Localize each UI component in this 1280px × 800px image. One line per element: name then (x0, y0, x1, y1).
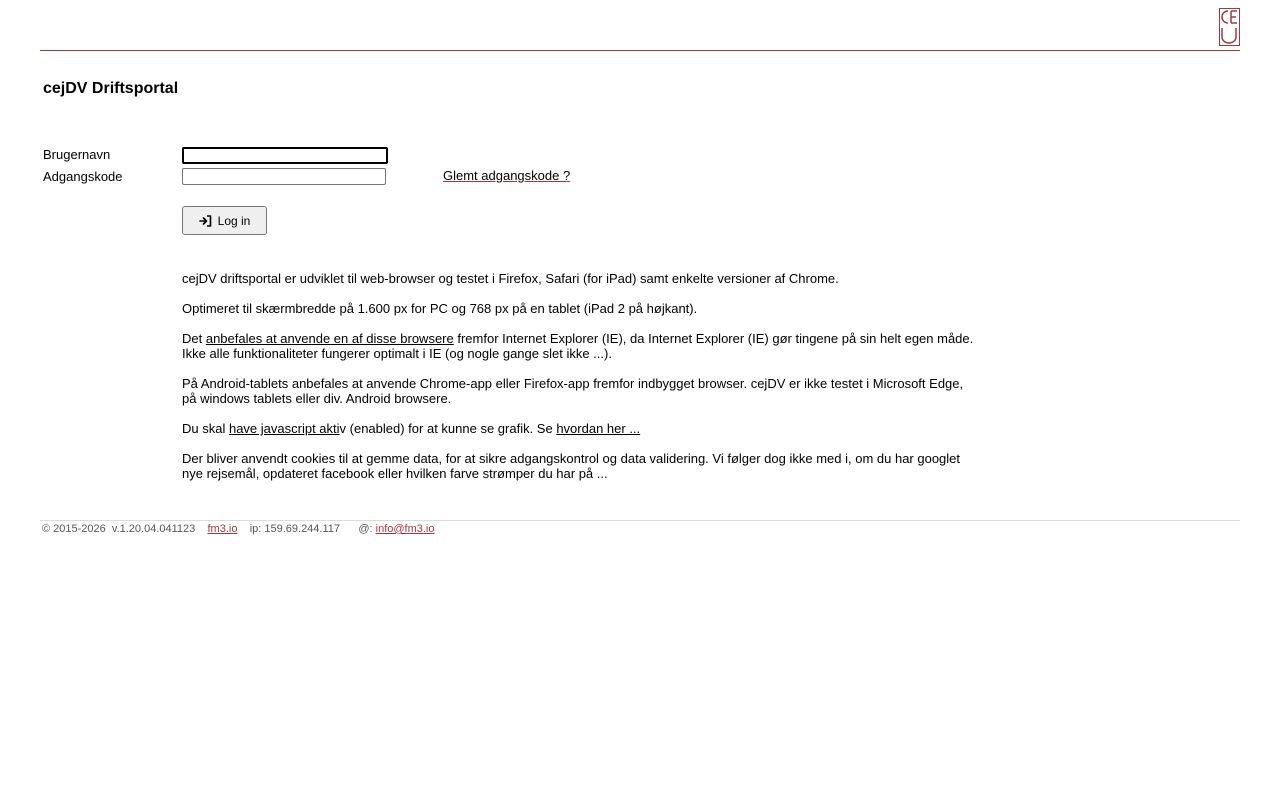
recommended-browsers-link[interactable]: anbefales at anvende en af disse browsere (205, 331, 454, 346)
footer (42, 523, 435, 535)
info-javascript (182, 421, 982, 436)
info-text: nye rejsemål, opdateret facebook eller hvilken farve strømper du har på ... (182, 466, 608, 481)
info-text: Ikke alle funktionaliteter fungerer optimalt i IE (og nogle gange slet ikke ...). (182, 346, 612, 361)
header-divider (40, 50, 1240, 51)
footer-divider (40, 520, 1240, 521)
info-section (182, 271, 982, 496)
info-text: Du skal (182, 421, 229, 436)
contact-email-link[interactable]: info@fm3.io (375, 523, 435, 535)
info-text: Det (182, 331, 206, 346)
password-label: Adgangskode (43, 169, 123, 184)
info-text: På Android-tablets anbefales at anvende Chrome-app eller Firefox-app fremfor indbygget browser. cejDV er ikke testet i Microsoft Edge, (182, 376, 964, 391)
cej-logo (1219, 8, 1240, 46)
sign-in-icon (199, 215, 212, 227)
info-cookies (182, 451, 982, 481)
username-label: Brugernavn (43, 147, 111, 162)
forgot-password-link[interactable]: Glemt adgangskode ? (443, 168, 571, 183)
info-text: på windows tablets eller div. Android browsere. (182, 391, 452, 406)
copyright-version: © 2015-2026 v.1.20.04.041123 (42, 523, 208, 535)
info-android (182, 376, 982, 406)
ip-address: ip: 159.69.244.117 @: (237, 523, 376, 535)
site-link[interactable]: fm3.io (207, 523, 238, 535)
login-button[interactable] (182, 206, 267, 235)
info-text: fremfor Internet Explorer (IE), da Internet Explorer (IE) gør tingene på sin helt egen måde. (453, 331, 974, 346)
info-screen-width: Optimeret til skærmbredde på 1.600 px for PC og 768 px på en tablet (iPad 2 på højkant). (182, 301, 698, 316)
info-browser-support: cejDV driftsportal er udviklet til web-browser og testet i Firefox, Safari (for iPad) samt enkelte versioner af Chrome. (182, 271, 839, 286)
password-input[interactable] (182, 168, 386, 185)
page-title: cejDV Driftsportal (43, 80, 179, 97)
enable-javascript-link[interactable]: have javascript akti (228, 421, 340, 436)
login-button-label: Log in (217, 213, 251, 228)
info-text: Der bliver anvendt cookies til at gemme data, for at sikre adgangskontrol og data validering. Vi følger dog ikke med i, om du har googlet (182, 451, 961, 466)
username-input[interactable] (182, 147, 388, 164)
how-to-link[interactable]: hvordan her ... (556, 421, 641, 436)
info-browser-recommendation (182, 331, 982, 361)
info-text: v (enabled) for at kunne se grafik. Se (339, 421, 557, 436)
